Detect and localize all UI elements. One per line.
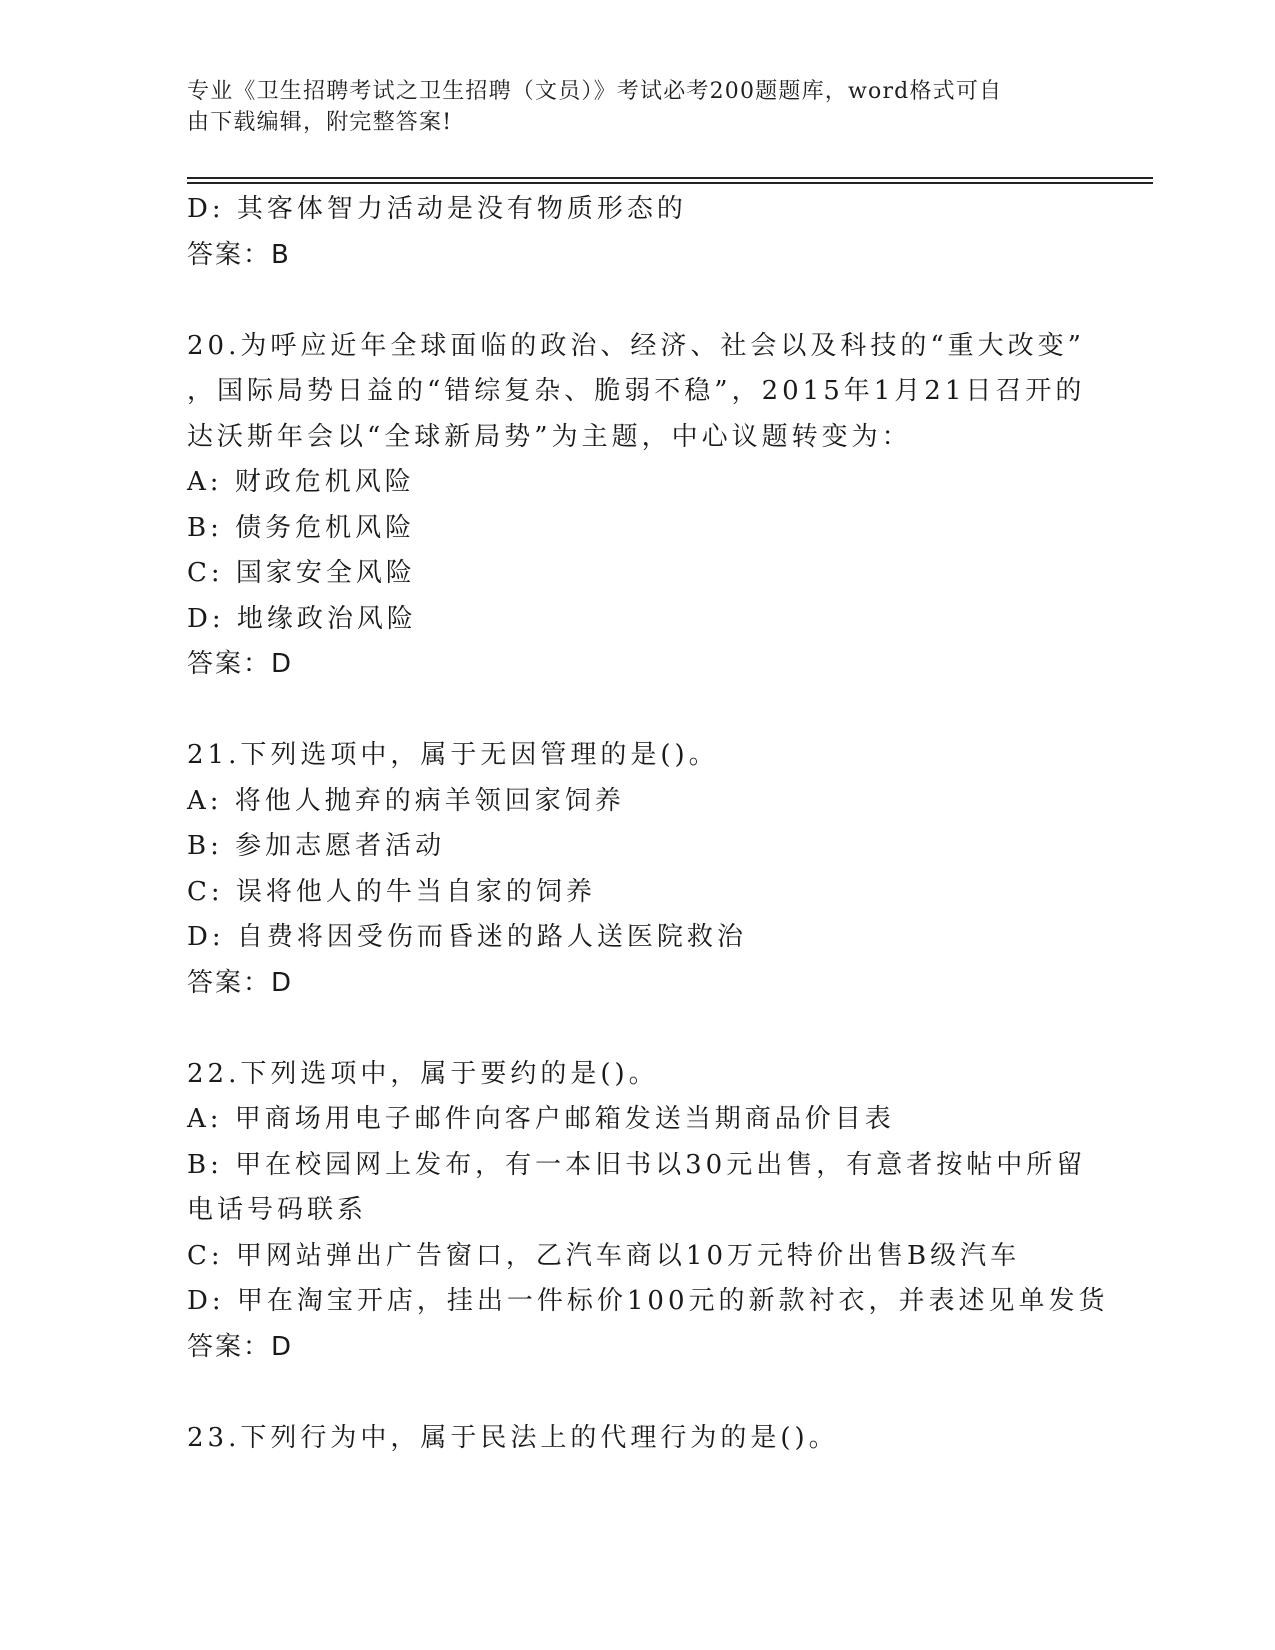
- answer-label: 答案：D: [187, 1331, 294, 1362]
- option-d: D: 地缘政治风险: [187, 603, 417, 634]
- option-d: D: 甲在淘宝开店，挂出一件标价100元的新款衬衣，并表述见单发货: [187, 1286, 1109, 1316]
- answer-label: 答案：D: [187, 967, 294, 998]
- question-22: [187, 1052, 1109, 1371]
- question-text-line: 23.下列行为中，属于民法上的代理行为的是()。: [187, 1422, 839, 1453]
- question-text-line: 达沃斯年会以“全球新局势”为主题，中心议题转变为：: [187, 421, 912, 452]
- option-c: C: 甲网站弹出广告窗口，乙汽车商以10万元特价出售B级汽车: [187, 1240, 1021, 1271]
- header-divider-top: [187, 177, 1153, 179]
- header-text-line-2: 由下载编辑，附完整答案!: [187, 110, 453, 135]
- option-c: C: 国家安全风险: [187, 558, 416, 588]
- option-d: D: 其客体智力活动是没有物质形态的: [187, 194, 687, 224]
- document-header: [187, 76, 1067, 138]
- answer-label: 答案：D: [187, 649, 294, 679]
- question-23: [187, 1416, 1087, 1462]
- question-text-line: 21.下列选项中，属于无因管理的是()。: [187, 740, 719, 770]
- previous-question-tail: [187, 187, 1087, 278]
- question-20: [187, 324, 1087, 688]
- spacer: [187, 278, 1087, 324]
- question-text-line: ，国际局势日益的“错综复杂、脆弱不稳”，2015年1月21日召开的: [187, 376, 1086, 406]
- question-text-line: 22.下列选项中，属于要约的是()。: [187, 1058, 659, 1089]
- question-text-line: 20.为呼应近年全球面临的政治、经济、社会以及科技的“重大改变”: [187, 330, 1085, 361]
- spacer: [187, 1006, 1087, 1052]
- header-divider-bottom: [187, 182, 1153, 184]
- option-d: D: 自费将因受伤而昏迷的路人送医院救治: [187, 922, 747, 952]
- document-body: [187, 187, 1109, 1461]
- option-b: B: 债务危机风险: [187, 512, 416, 543]
- spacer: [187, 688, 1087, 734]
- spacer: [187, 1370, 1087, 1416]
- question-21: [187, 733, 1087, 1006]
- option-b-continued: 电话号码联系: [187, 1195, 368, 1225]
- option-b: B: 甲在校园网上发布，有一本旧书以30元出售，有意者按帖中所留: [187, 1149, 1087, 1180]
- option-a: A: 将他人抛弃的病羊领回家饲养: [187, 785, 625, 816]
- option-a: A: 财政危机风险: [187, 467, 415, 497]
- header-text-line-1: 专业《卫生招聘考试之卫生招聘（文员）》考试必考200题题库，word格式可自: [187, 79, 1003, 104]
- option-c: C: 误将他人的牛当自家的饲养: [187, 876, 596, 907]
- option-b: B: 参加志愿者活动: [187, 831, 446, 861]
- option-a: A: 甲商场用电子邮件向客户邮箱发送当期商品价目表: [187, 1104, 895, 1134]
- answer-label: 答案：B: [187, 239, 291, 270]
